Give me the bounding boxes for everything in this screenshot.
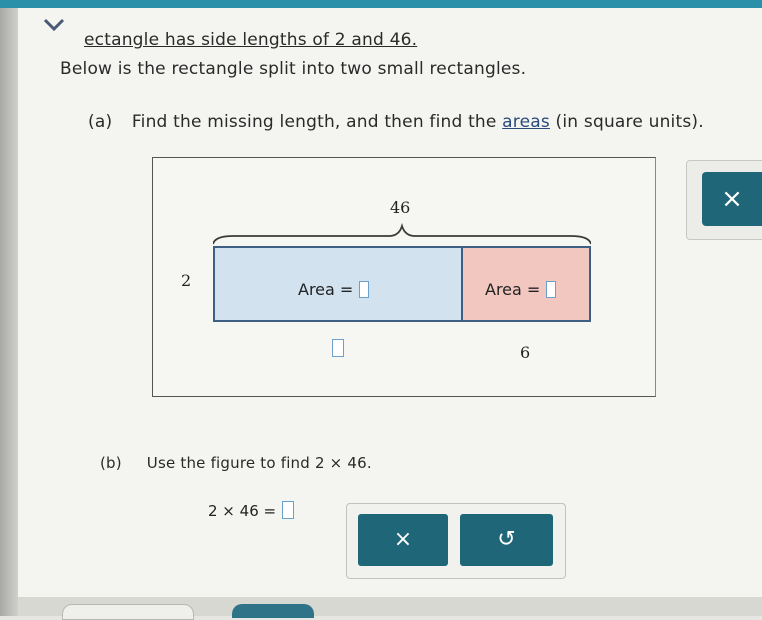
part-b-text: Use the figure to find (146, 454, 315, 472)
part-a-text-end: (in square units). (549, 112, 704, 132)
missing-length-input[interactable] (332, 339, 344, 357)
part-b-prompt (100, 454, 372, 472)
bottom-tab-left[interactable] (62, 604, 194, 620)
collapse-chevron-icon[interactable] (34, 16, 74, 38)
part-b-label: (b) (100, 454, 122, 472)
part-b-expression: 2 × 46. (314, 454, 372, 472)
part-a-prompt (88, 112, 704, 132)
side-close-button[interactable]: × (702, 172, 762, 226)
left-area (298, 280, 369, 299)
left-area-label: Area = (298, 280, 354, 299)
areas-link[interactable]: areas (502, 112, 550, 132)
top-length-label: 46 (390, 198, 411, 217)
undo-button[interactable]: ↺ (460, 514, 553, 566)
answer-equation (208, 501, 294, 520)
clear-button[interactable]: × (358, 514, 448, 566)
right-area-label: Area = (485, 280, 541, 299)
part-a-text: Find the missing length, and then find the (131, 112, 503, 132)
top-brace (213, 222, 591, 246)
product-input[interactable] (282, 501, 294, 519)
problem-subtext: Below is the rectangle split into two small rectangles. (60, 59, 527, 79)
part-a-label: (a) (88, 112, 113, 132)
right-area-input[interactable] (546, 281, 556, 298)
bottom-right-length-label: 6 (520, 343, 531, 362)
side-length-label: 2 (181, 271, 192, 290)
right-area (485, 280, 556, 299)
left-edge-strip (0, 0, 18, 616)
left-area-input[interactable] (359, 281, 369, 298)
problem-intro-line (84, 30, 417, 50)
top-accent-bar (0, 0, 762, 8)
intro-text: ectangle has side lengths of 2 and 46. (84, 30, 418, 50)
equation-text: 2 × 46 = (208, 502, 277, 520)
